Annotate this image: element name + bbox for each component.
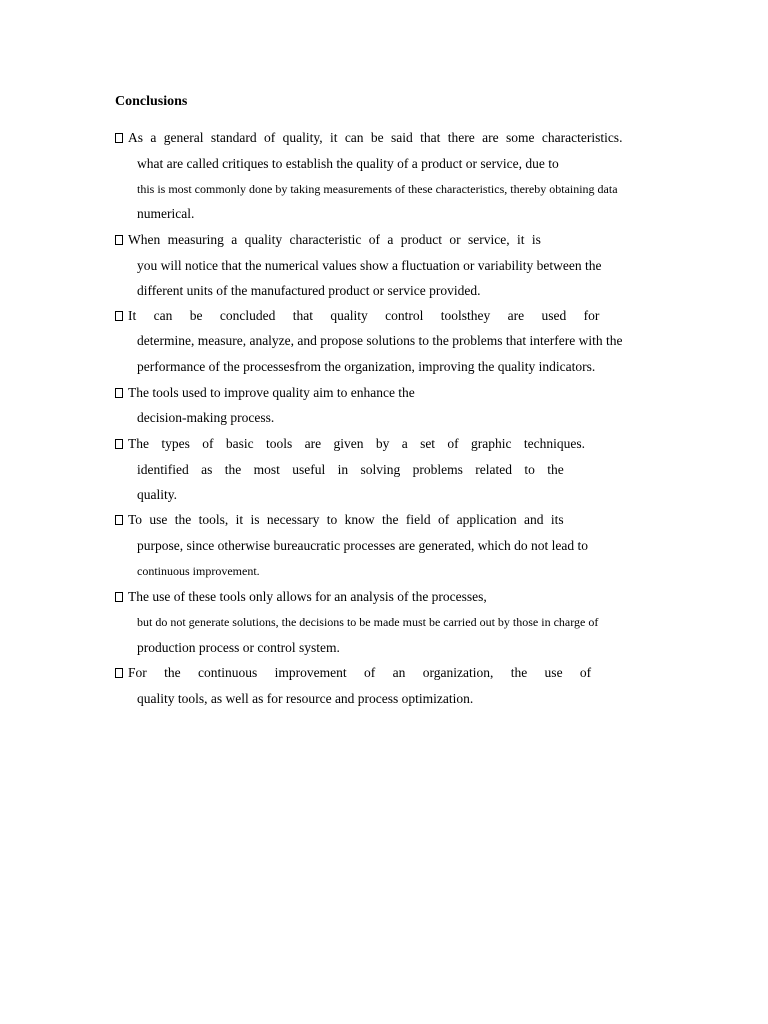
item-3-line-3: performance of the processesfrom the organization, improving the quality indicators. (137, 359, 596, 374)
item-text: To use the tools, it is necessary to know the field of application and its (128, 512, 564, 527)
item-1-line-1 (115, 129, 622, 147)
item-1-line-4: numerical. (137, 206, 195, 221)
item-3-line-2: determine, measure, analyze, and propose solutions to the problems that interfere with the (137, 333, 623, 348)
item-8-line-2: quality tools, as well as for resource and process optimization. (137, 691, 474, 706)
item-2-line-2: you will notice that the numerical values show a fluctuation or variability between the (137, 258, 602, 273)
item-6-line-3: continuous improvement. (137, 564, 260, 578)
item-2-line-1 (115, 231, 541, 249)
item-text: For the continuous improvement of an organization, the use of (128, 665, 592, 680)
item-4-line-2: decision-making process. (137, 410, 275, 425)
item-6-line-2: purpose, since otherwise bureaucratic processes are generated, which do not lead to (137, 538, 588, 553)
item-1-line-2: what are called critiques to establish the quality of a product or service, due to (137, 156, 559, 171)
bullet-icon (115, 439, 123, 449)
item-text: The use of these tools only allows for an analysis of the processes, (128, 589, 487, 604)
page-heading: Conclusions (115, 94, 188, 109)
bullet-icon (115, 235, 123, 245)
item-text: The types of basic tools are given by a set of graphic techniques. (128, 436, 586, 451)
bullet-icon (115, 515, 123, 525)
item-7-line-1 (115, 588, 487, 606)
bullet-icon (115, 388, 123, 398)
item-text: As a general standard of quality, it can be said that there are some characteristics. (128, 130, 623, 145)
bullet-icon (115, 311, 123, 321)
item-8-line-1 (115, 664, 591, 682)
item-text: It can be concluded that quality control toolsthey are used for (128, 308, 600, 323)
item-5-line-2: identified as the most useful in solving problems related to the (137, 462, 564, 477)
bullet-icon (115, 592, 123, 602)
item-3-line-1 (115, 307, 599, 325)
item-6-line-1 (115, 511, 564, 529)
item-4-line-1 (115, 384, 415, 402)
item-1-line-3: this is most commonly done by taking measurements of these characteristics, thereby obtaining data (137, 182, 618, 196)
item-5-line-1 (115, 435, 585, 453)
bullet-icon (115, 133, 123, 143)
item-2-line-3: different units of the manufactured product or service provided. (137, 283, 481, 298)
item-text: When measuring a quality characteristic of a product or service, it is (128, 232, 541, 247)
item-5-line-3: quality. (137, 487, 177, 502)
item-7-line-3: production process or control system. (137, 640, 340, 655)
bullet-icon (115, 668, 123, 678)
item-7-line-2: but do not generate solutions, the decisions to be made must be carried out by those in charge of (137, 615, 599, 629)
item-text: The tools used to improve quality aim to enhance the (128, 385, 415, 400)
